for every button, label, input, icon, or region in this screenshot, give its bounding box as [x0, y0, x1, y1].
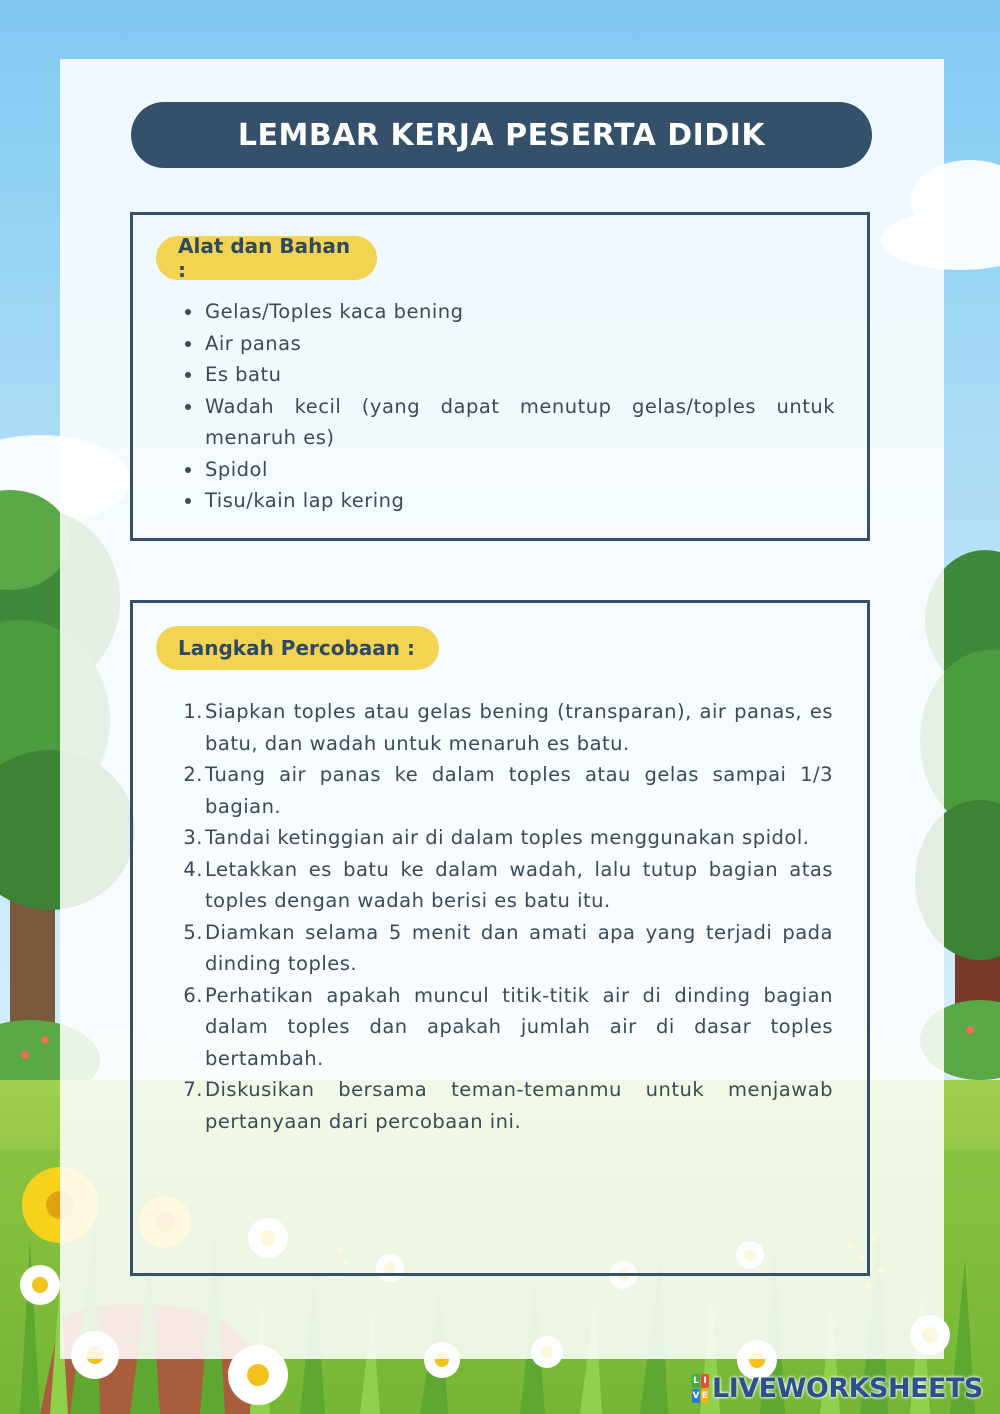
- alat-bahan-list: [185, 296, 835, 517]
- list-item: Es batu: [185, 359, 835, 391]
- step-item: 4. Letakkan es batu ke dalam wadah, lalu tutup bagian atas toples dengan wadah berisi es batu itu.: [183, 857, 833, 912]
- list-item: Gelas/Toples kaca bening: [185, 296, 835, 328]
- step-item: 2. Tuang air panas ke dalam toples atau gelas sampai 1/3 bagian.: [183, 763, 833, 818]
- list-item: Tisu/kain lap kering: [185, 485, 835, 517]
- step-text: Diskusikan bersama teman-temanmu untuk menjawab pertanyaan dari percobaan ini.: [205, 1078, 833, 1133]
- step-text: Letakkan es batu ke dalam wadah, lalu tutup bagian atas toples dengan wadah berisi es batu itu.: [205, 857, 833, 912]
- langkah-percobaan-section: [130, 600, 870, 1276]
- step-item: 3. Tandai ketinggian air di dalam toples menggunakan spidol.: [183, 826, 810, 849]
- watermark-text: LIVEWORKSHEETS: [712, 1373, 983, 1404]
- title-banner: [131, 102, 872, 168]
- liveworksheets-watermark[interactable]: [692, 1373, 983, 1404]
- step-text: Diamkan selama 5 menit dan amati apa yang terjadi pada dinding toples.: [205, 920, 833, 975]
- step-text: Tandai ketinggian air di dalam toples menggunakan spidol.: [205, 826, 810, 849]
- liveworksheets-logo-icon: L I V E: [692, 1375, 709, 1401]
- alat-bahan-section: [130, 212, 870, 541]
- list-item: Spidol: [185, 454, 835, 486]
- list-item: Air panas: [185, 328, 835, 360]
- list-item: Wadah kecil (yang dapat menutup gelas/toples untuk menaruh es): [185, 391, 835, 454]
- step-item: 5. Diamkan selama 5 menit dan amati apa yang terjadi pada dinding toples.: [183, 920, 833, 975]
- step-text: Siapkan toples atau gelas bening (transparan), air panas, es batu, dan wadah untuk menaruh es batu.: [205, 700, 833, 755]
- step-item: 1. Siapkan toples atau gelas bening (transparan), air panas, es batu, dan wadah untuk menaruh es batu.: [183, 700, 833, 755]
- step-text: Perhatikan apakah muncul titik-titik air di dinding bagian dalam toples dan apakah jumlah air di dasar toples bertambah.: [205, 983, 833, 1070]
- alat-bahan-heading: Alat dan Bahan :: [156, 236, 377, 280]
- step-text: Tuang air panas ke dalam toples atau gelas sampai 1/3 bagian.: [205, 763, 833, 818]
- page-title: LEMBAR KERJA PESERTA DIDIK: [237, 117, 766, 153]
- step-item: 7. Diskusikan bersama teman-temanmu untuk menjawab pertanyaan dari percobaan ini.: [183, 1078, 833, 1133]
- step-item: 6. Perhatikan apakah muncul titik-titik air di dinding bagian dalam toples dan apakah jumlah air di dasar toples bertambah.: [183, 983, 833, 1070]
- langkah-percobaan-heading: Langkah Percobaan :: [156, 626, 439, 670]
- langkah-percobaan-list: [177, 696, 833, 1137]
